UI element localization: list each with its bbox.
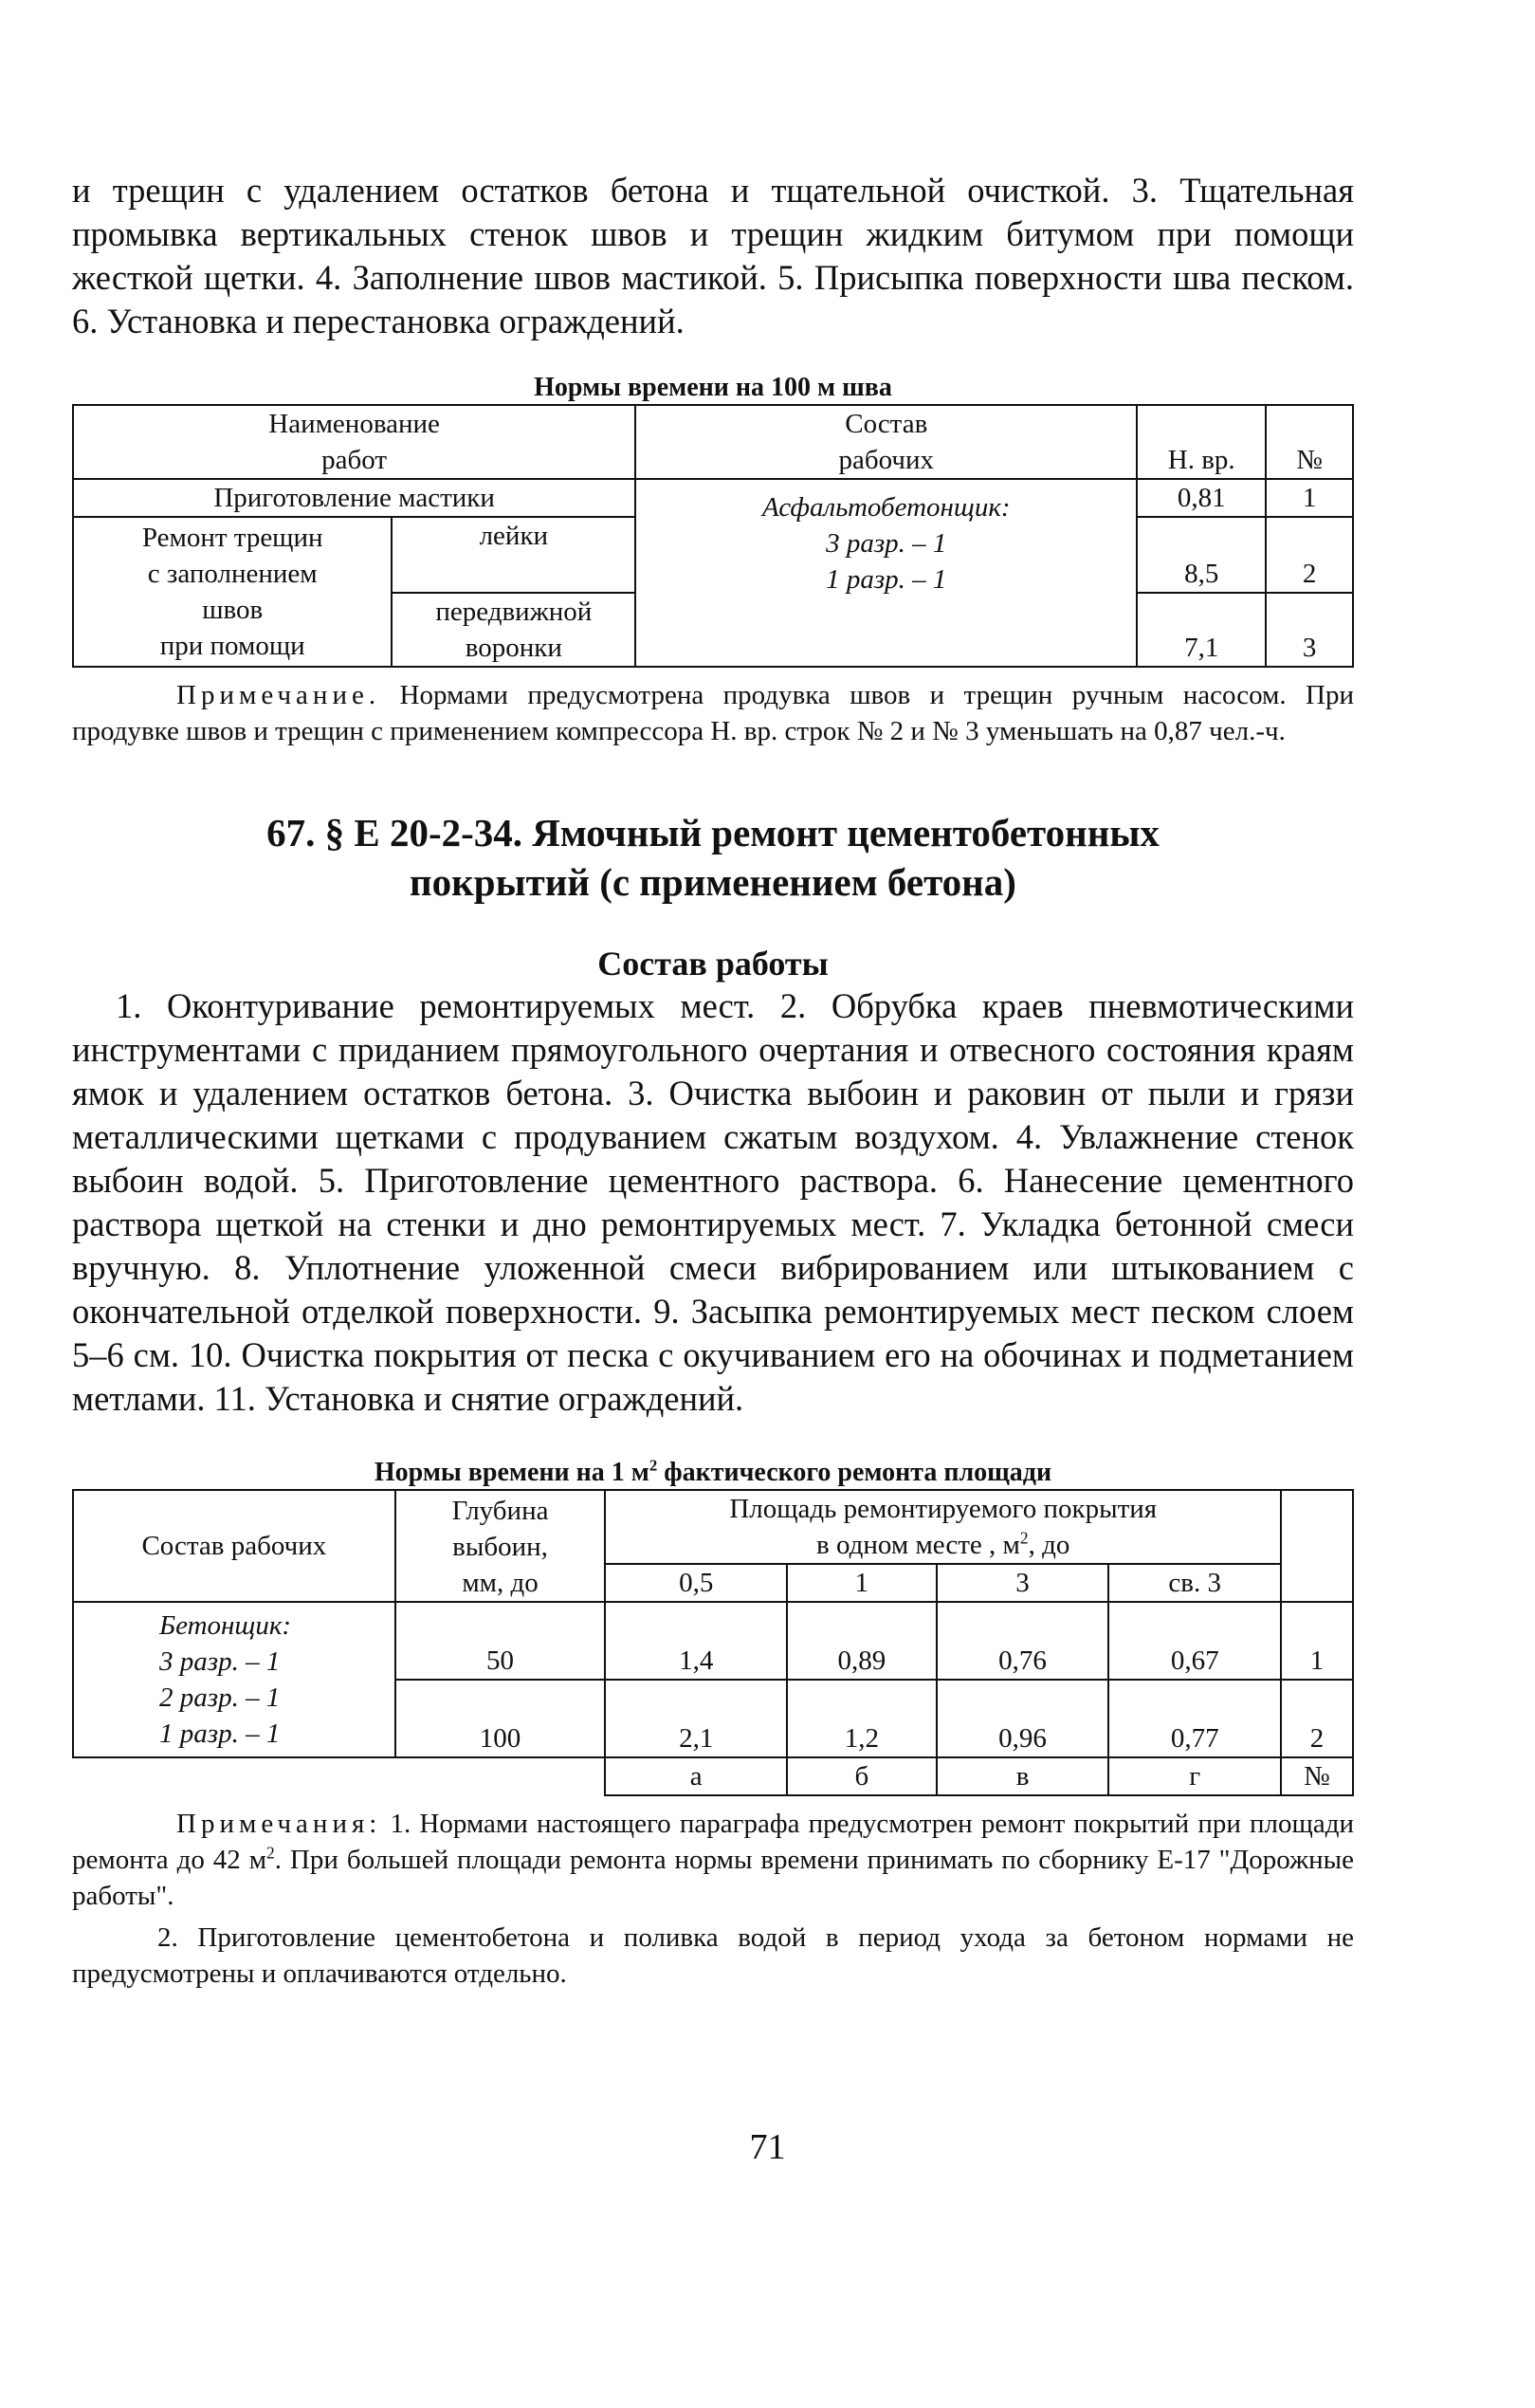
row1-norm: 0,81 — [1137, 479, 1266, 517]
col-area-over-3: св. 3 — [1108, 1564, 1281, 1602]
row2-value-a: 2,1 — [605, 1680, 787, 1757]
intro-paragraph: и трещин с удалением остатков бетона и тщательной очисткой. 3. Тщательная промывка вертикальных стенок швов и трещин жидким битумом при помощи жесткой щетки. 4. Заполнение швов мастикой. 5. Присыпка поверхности шва песком. 6. Установка и перестановка ограждений. — [72, 171, 1354, 340]
col-area-0-5: 0,5 — [605, 1564, 787, 1602]
row1-value-a: 1,4 — [605, 1602, 787, 1680]
time-norms-table-1 — [72, 404, 1354, 668]
footer-col-c: в — [937, 1757, 1109, 1795]
table1-note: Примечание. Нормами предусмотрена продувка швов и трещин ручным насосом. При продувке швов и трещин с применением компрессора Н. вр. строк № 2 и № 3 уменьшать на 0,87 чел.-ч. — [72, 680, 1354, 746]
footer-col-number: № — [1281, 1757, 1353, 1795]
row2-number: 2 — [1281, 1680, 1353, 1757]
row1-value-d: 0,67 — [1108, 1602, 1281, 1680]
footer-col-d: г — [1108, 1757, 1281, 1795]
work-description: 1. Оконтуривание ремонтируемых мест. 2. Обрубка краев пневмотическими инструментами с приданием прямоугольного очертания и отвесного состояния краям ямок и удалением остатков бетона. 3. Очистка выбоин и раковин от пыли и грязи металлическими щетками с продуванием сжатым воздухом. 4. Увлажнение стенок выбоин водой. 5. Приготовление цементного раствора. 6. Нанесение цементного раствора щеткой на стенки и дно ремонтируемых мест. 7. Укладка бетонной смеси вручную. 8. Уплотнение уложенной смеси вибрированием или штыкованием с окончательной отделкой поверхности. 9. Засыпка ремонтируемых мест песком слоем 5–6 см. 10. Очистка покрытия от песка с окучиванием его на обочинах и подметанием метлами. 11. Установка и снятие ограждений. — [72, 986, 1354, 1418]
tool-mobile-funnel: передвижной воронки — [392, 593, 635, 667]
header-number-blank — [1281, 1490, 1353, 1602]
table2-note-2: 2. Приготовление цементобетона и поливка водой в период ухода за бетоном нормами не предусмотрены и оплачиваются отдельно. — [72, 1922, 1354, 1989]
row2-value-b: 1,2 — [787, 1680, 937, 1757]
tool-watering-can: лейки — [392, 517, 635, 593]
col-area-1: 1 — [787, 1564, 937, 1602]
header-norm: Н. вр. — [1137, 405, 1266, 479]
row1-value-b: 0,89 — [787, 1602, 937, 1680]
table2-caption: Нормы времени на 1 $м^2$ фактического ремонта площади — [374, 1456, 1052, 1487]
footer-col-b: б — [787, 1757, 937, 1795]
row3-norm: 7,1 — [1137, 593, 1266, 667]
repair-work-name: Ремонт трещин с заполнением швов при помощи — [73, 517, 392, 667]
footer-blank — [73, 1757, 605, 1795]
row2-depth: 100 — [395, 1680, 606, 1757]
row1-number: 1 — [1281, 1602, 1353, 1680]
row2-norm: 8,5 — [1137, 517, 1266, 593]
row1-value-c: 0,76 — [937, 1602, 1109, 1680]
row2-number: 2 — [1266, 517, 1353, 593]
row2-value-d: 0,77 — [1108, 1680, 1281, 1757]
work-heading: Состав работы — [597, 945, 829, 983]
page-body — [72, 169, 1354, 1992]
header-depth: Глубина выбоин, мм, до — [395, 1490, 606, 1602]
section-title: 67. § Е 20-2-34. Ямочный ремонт цементобетонных покрытий (с применением бетона) — [266, 811, 1160, 904]
row2-value-c: 0,96 — [937, 1680, 1109, 1757]
table1-caption: Нормы времени на 100 м шва — [534, 373, 892, 402]
table2-note-1: Примечания: 1. Нормами настоящего параграфа предусмотрен ремонт покрытий при площади ремонта до 42 $м^2$. При большей площади ремонта нормы времени принимать по сборнику Е-17 "Дорожные работы". — [72, 1809, 1354, 1911]
crew-cell: Бетонщик: 3 разр. – 1 2 разр. – 1 1 разр. – 1 — [73, 1602, 395, 1757]
row1-number: 1 — [1266, 479, 1353, 517]
row3-number: 3 — [1266, 593, 1353, 667]
header-crew: Состав рабочих — [635, 405, 1137, 479]
footer-col-a: а — [605, 1757, 787, 1795]
header-number: № — [1266, 405, 1353, 479]
row1-depth: 50 — [395, 1602, 606, 1680]
time-norms-table-2 — [72, 1489, 1354, 1796]
page-number: 71 — [749, 2127, 786, 2167]
header-works: Наименование работ — [73, 405, 635, 479]
row1-work-name: Приготовление мастики — [73, 479, 635, 517]
col-area-3: 3 — [937, 1564, 1109, 1602]
header-crew: Состав рабочих — [73, 1490, 395, 1602]
header-area: Площадь ремонтируемого покрытия в одном месте , $м^2$, до — [605, 1490, 1281, 1564]
crew-cell: Асфальтобетонщик: 3 разр. – 1 1 разр. – 1 — [635, 479, 1137, 667]
